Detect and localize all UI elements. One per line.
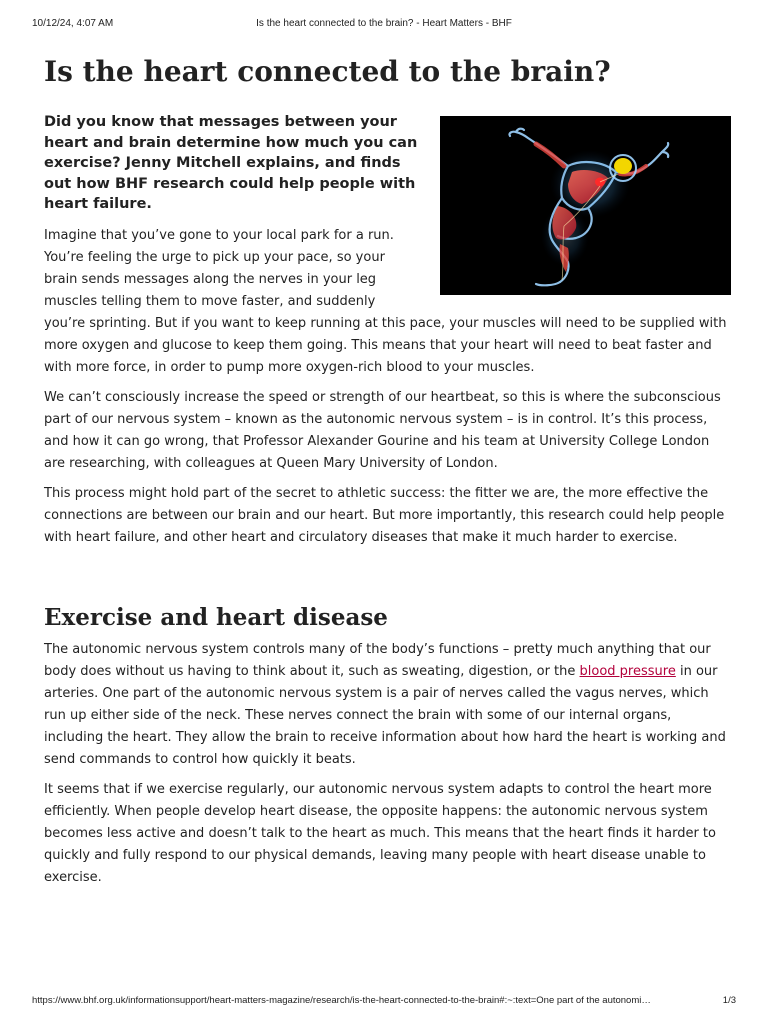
section-paragraph-2: It seems that if we exercise regularly, our autonomic nervous system adapts to control the heart more efficiently. When people develop heart disease, the opposite happens: the autonomic nervous system becomes less active and doesn’t talk to the heart as much. This means that the heart finds it harder to quickly and fully respond to our physical demands, leaving many people with heart disease unable to exercise. <box>44 781 716 885</box>
paragraph-1: Imagine that you’ve gone to your local park for a run. You’re feeling the urge to pick up your pace, so your brain sends messages along the nerves in your leg muscles telling them to move faster, and suddenly you’re sprinting. But if you want to keep running at this pace, your muscles will need to be supplied with more oxygen and glucose to keep them going. This means that your heart will need to beat faster and with more force, in order to pump more oxygen-rich blood to your muscles. <box>44 227 727 375</box>
page-number: 1/3 <box>722 995 736 1006</box>
print-date: 10/12/24, 4:07 AM <box>32 18 114 29</box>
section-paragraph-1 <box>44 639 728 771</box>
print-page-title: Is the heart connected to the brain? - Heart Matters - BHF <box>256 18 512 29</box>
paragraph-3: This process might hold part of the secret to athletic success: the fitter we are, the more effective the connections are between our brain and our heart. But more importantly, this research could help people with heart failure, and other heart and circulatory diseases that make it much harder to exercise. <box>44 485 725 545</box>
section-paragraph-1-start: The autonomic nervous system controls many of the body’s functions – pretty much anything that our body does without us having to think about it, such as sweating, digestion, or the <box>44 641 711 679</box>
section-heading: Exercise and heart disease <box>44 603 388 631</box>
print-url: https://www.bhf.org.uk/informationsupport/heart-matters-magazine/research/is-the-heart-connected-to-the-brain#:~:text=One part of the autonomi… <box>32 995 651 1006</box>
hero-image <box>440 116 731 295</box>
article-title: Is the heart connected to the brain? <box>44 55 611 88</box>
article-intro: Did you know that messages between your heart and brain determine how much you can exercise? Jenny Mitchell explains, and finds out how BHF research could help people with heart failure. <box>44 114 418 212</box>
print-footer <box>32 995 736 1009</box>
print-header <box>32 18 736 32</box>
blood-pressure-link[interactable]: blood pressure <box>579 663 676 679</box>
running-figure-illustration <box>440 116 731 295</box>
section-paragraph-1-end: in our arteries. One part of the autonomic nervous system is a pair of nerves called the vagus nerves, which run up either side of the neck. These nerves connect the brain with some of our internal organs, including the heart. They allow the brain to receive information about how hard the heart is working and send commands to control how quickly it beats. <box>44 663 726 767</box>
article <box>44 52 728 897</box>
paragraph-2: We can’t consciously increase the speed or strength of our heartbeat, so this is where the subconscious part of our nervous system – known as the autonomic nervous system – is in control. It’s this process, and how it can go wrong, that Professor Alexander Gourine and his team at University College London are researching, with colleagues at Queen Mary University of London. <box>44 389 721 471</box>
